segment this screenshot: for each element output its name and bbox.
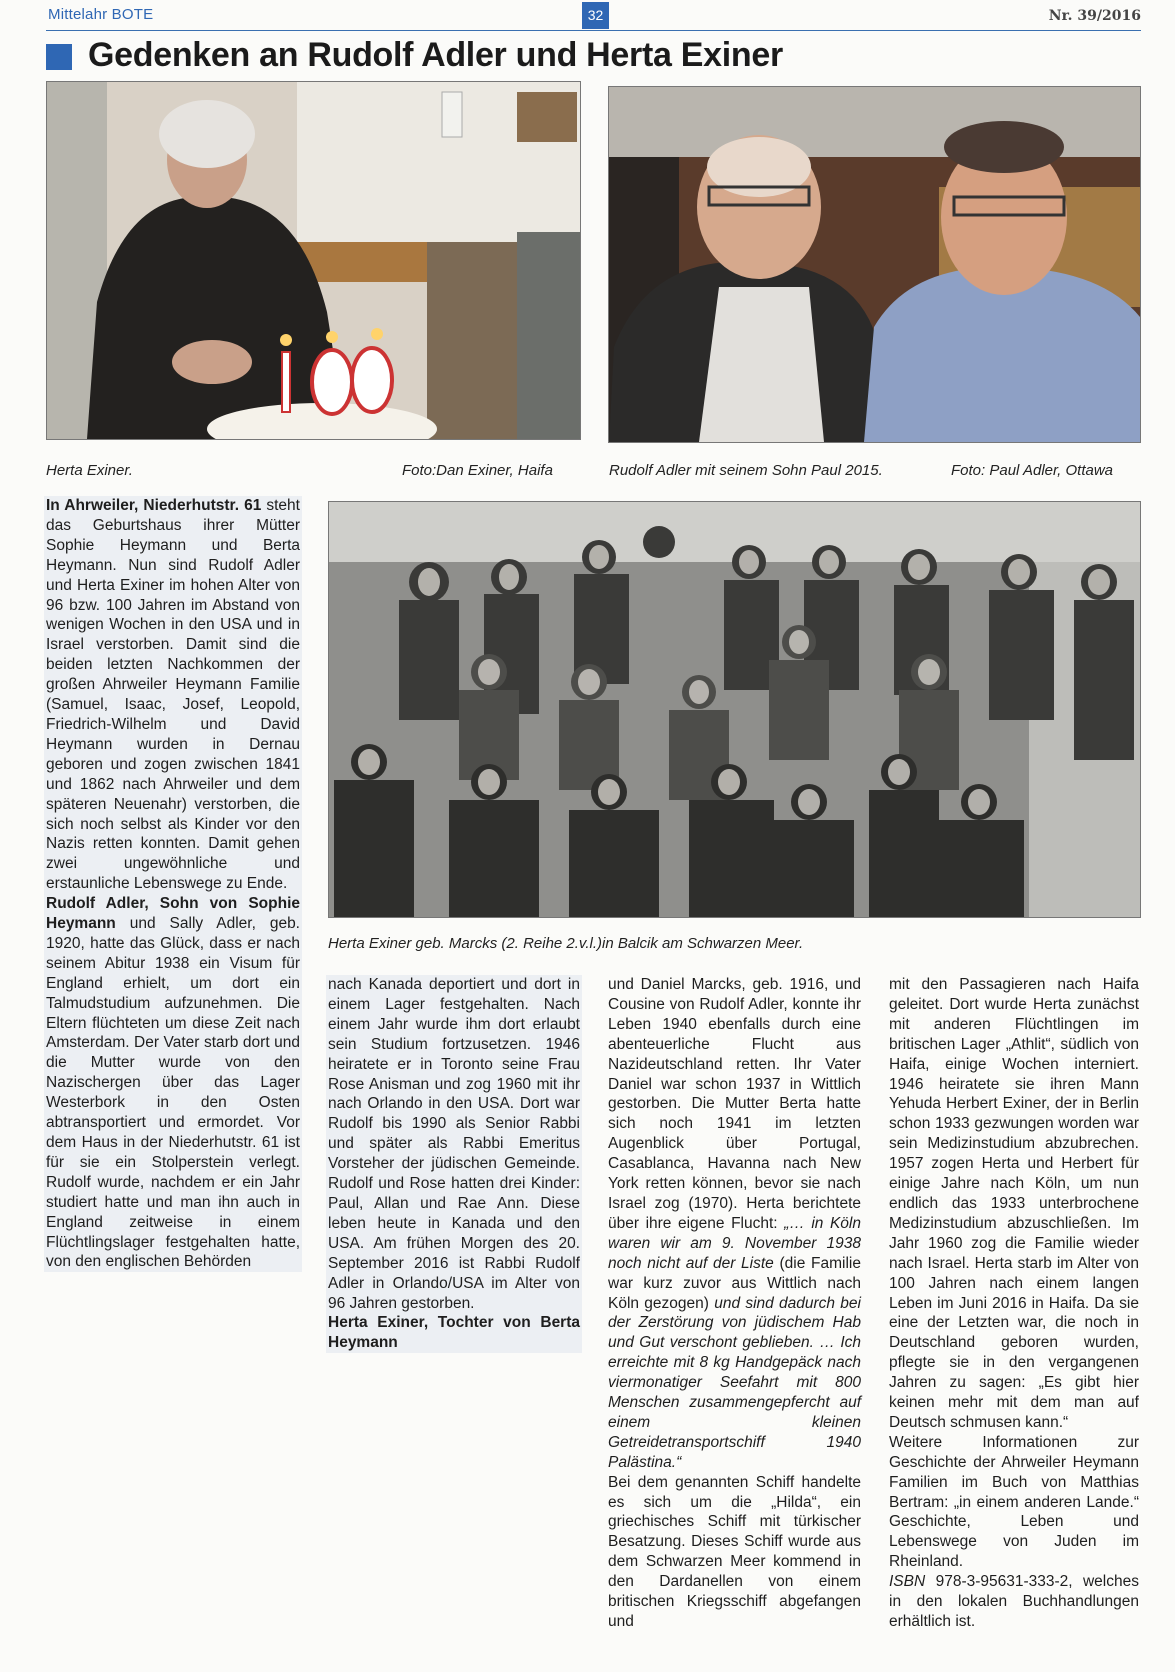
article-column-1 bbox=[44, 496, 302, 1272]
isbn-text: 978-3-95631-333-2, welches in den lokalen Buchhandlungen erhältlich ist. bbox=[889, 1573, 1139, 1630]
paragraph-intro bbox=[46, 496, 300, 894]
intro-lead: In Ahrweiler, Niederhutstr. 61 bbox=[46, 497, 262, 514]
paragraph-haifa: mit den Passagieren nach Haifa geleitet. Dort wurde Herta zunächst mit anderen Flüchtlingen im britischen Lager „Athlit“, südlich von Haifa, einige Wochen interniert. 1946 heiratete sie ihren Mann Yehuda Herbert Exiner, der in Berlin schon 1933 gezwungen worden war sein Medizinstudium abzubrechen. 1957 zogen Herta und Herbert für einige Jahre nach Köln, um nun endlich das 1933 unterbrochene Medizinstudium abzuschließen. Im Jahr 1960 zog die Familie wieder nach Israel. Herta starb im Alter von 100 Jahren nach einem langen Leben im Juni 2016 in Haifa. Da sie eine der Letzten war, die noch in Deutschland geboren wurden, pflegte sie in den vergangenen Jahren zu sagen: „Es gibt hier keinen mehr mit dem man auf Deutsch schmusen kann.“ bbox=[889, 976, 1139, 1431]
caption-rudolf: Rudolf Adler mit seinem Sohn Paul 2015. bbox=[609, 462, 883, 479]
herta-text: und Daniel Marcks, geb. 1916, und Cousine von Rudolf Adler, konnte ihr Leben 1940 ebenfalls durch eine abenteuerliche Flucht aus Nazideutschland retten. Ihr Vater Daniel war schon 1937 in Wittlich gestorben. Die Mutter Berta hatte sich noch 1941 im letzten Augenblick über Portugal, Casablanca, Havanna nach New York retten können, bevor sie nach Israel zog (1970). Herta berichtete über ihre eigene Flucht: bbox=[608, 976, 861, 1232]
photo-rudolf-adler bbox=[608, 86, 1141, 443]
intro-text: steht das Geburtshaus ihrer Mütter Sophie Heymann und Berta Heymann. Nun sind Rudolf Adler und Herta Exiner im hohen Alter von 96 bzw. 100 Jahren im Abstand von wenigen Wochen in den USA und in Israel verstorben. Damit sind die beiden letzten Nachkommen der großen Ahrweiler Heymann Familie (Samuel, Isaac, Josef, Leopold, Friedrich-Wilhelm und David Heymann wurden in Dernau geboren und zogen zwischen 1841 und 1862 nach Ahrweiler und dem späteren Neuenahr) verstorben, die sich noch selbst als Kinder vor den Nazis retten konnten. Damit gehen zwei ungewöhnliche und erstaunliche Lebenswege zu Ende. bbox=[46, 497, 300, 893]
article-column-2 bbox=[326, 975, 582, 1353]
paragraph-ship: Bei dem genannten Schiff handelte es sich um die „Hilda“, ein griechisches Schiff mit türkischer Besatzung. Dieses Schiff wurde aus dem Schwarzen Meer kommend in den Dardanellen von einem britischen Kriegsschiff abgefangen und bbox=[608, 1473, 861, 1630]
paragraph-rudolf-cont: nach Kanada deportiert und dort in einem Lager festgehalten. Nach einem Jahr wurde ihm dort erlaubt sein Studium fortzusetzen. 1946 heiratete er in Toronto seine Frau Rose Anisman und zog 1960 mit ihr nach Orlando in den USA. Dort war Rudolf bis 1990 als Senior Rabbi und später als Rabbi Emeritus Vorsteher der jüdischen Gemeinde. Rudolf und Rose hatten drei Kinder: Paul, Allan und Rae Ann. Diese leben heute in Kanada und den USA. Am frühen Morgen des 20. September 2016 ist Rabbi Rudolf Adler in Orlando/USA im Alter von 96 Jahren gestorben. bbox=[328, 976, 580, 1312]
herta-quote-1: „… in Köln waren wir am 9. November 1938 noch nicht auf der Liste bbox=[608, 1214, 861, 1272]
article-column-3 bbox=[606, 975, 863, 1632]
caption-herta: Herta Exiner. bbox=[46, 462, 133, 479]
rudolf-lead: Rudolf Adler, Sohn von Sophie Heymann bbox=[46, 895, 300, 933]
paragraph-herta bbox=[608, 975, 861, 1473]
page-header bbox=[46, 4, 1141, 31]
page-number: 32 bbox=[582, 2, 609, 29]
herta-text-2: (die Familie war kurz zuvor aus Wittlich nach Köln gezogen) bbox=[608, 1254, 861, 1312]
paragraph-herta-lead: Herta Exiner, Tochter von Berta Heymann bbox=[328, 1314, 580, 1352]
paragraph-isbn bbox=[889, 1572, 1139, 1632]
herta-quote-2: und sind dadurch bei der Zerstörung von jüdischem Hab und Gut verschont geblieben. … Ich erreichte mit 8 kg Handgepäck nach viermonatiger Seefahrt mit 800 Menschen zusammengepfercht auf einem kleinen Getreidetransportschiff 1940 Palästina.“ bbox=[608, 1294, 861, 1471]
isbn-label: ISBN bbox=[889, 1573, 926, 1591]
page-title: Gedenken an Rudolf Adler und Herta Exiner bbox=[88, 36, 783, 74]
credit-rudolf: Foto: Paul Adler, Ottawa bbox=[951, 462, 1114, 479]
headline bbox=[46, 36, 1141, 80]
credit-herta: Foto:Dan Exiner, Haifa bbox=[402, 462, 553, 479]
headline-square-icon bbox=[46, 44, 72, 70]
issue-number: Nr. 39/2016 bbox=[1048, 8, 1141, 24]
paragraph-rudolf bbox=[46, 894, 300, 1272]
rudolf-text: und Sally Adler, geb. 1920, hatte das Glück, dass er nach seinem Abitur 1938 ein Visum für England erhielt, um dort ein Talmudstudium aufzunehmen. Die Eltern flüchteten um diese Zeit nach Amsterdam. Der Vater starb dort und die Mutter wurde von den Nazischergen über das Lager Westerbork in den Osten abtransportiert und ermordet. Vor dem Haus in der Niederhutstr. 61 ist für sie ein Stolperstein verlegt. Rudolf wurde, nachdem er ein Jahr studiert hatte und man ihn auch in England zeitweise in einem Flüchtlingslager festgehalten hatte, von den englischen Behörden bbox=[46, 915, 300, 1271]
caption-group: Herta Exiner geb. Marcks (2. Reihe 2.v.l.)in Balcik am Schwarzen Meer. bbox=[328, 935, 804, 952]
photo-herta-exiner bbox=[46, 81, 581, 440]
publication-name: Mittelahr BOTE bbox=[48, 6, 154, 23]
paragraph-info: Weitere Informationen zur Geschichte der Ahrweiler Heymann Familien im Buch von Matthias Bertram: „in einem anderen Lande.“ Geschichte, Leben und Lebenswege von Juden im Rheinland. bbox=[889, 1433, 1139, 1571]
photo-group-balcik bbox=[328, 501, 1141, 918]
article-column-4 bbox=[887, 975, 1141, 1632]
